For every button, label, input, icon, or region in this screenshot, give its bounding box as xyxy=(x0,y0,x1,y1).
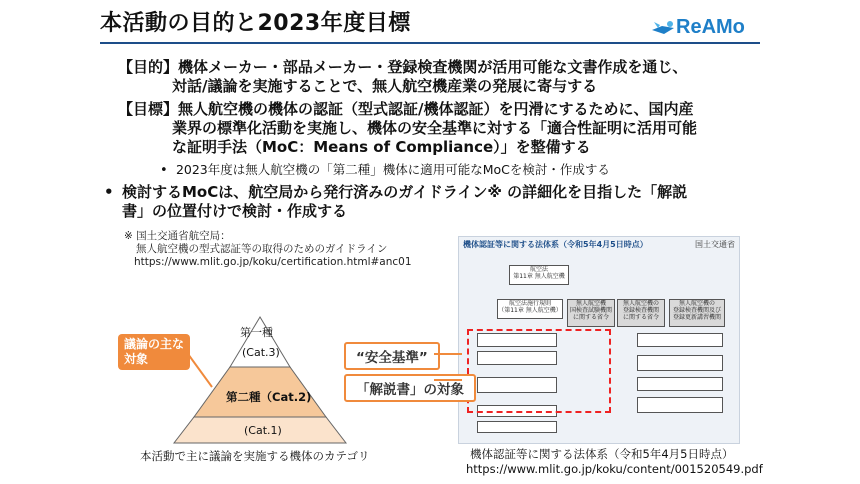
moc-line-2: 書」の位置付けで検討・作成する xyxy=(122,202,348,220)
moc-bullet-marker: • xyxy=(104,183,114,201)
title-divider xyxy=(100,42,760,44)
diagram-org: 国土交通省 xyxy=(695,240,735,249)
reamo-logo xyxy=(650,14,760,44)
diagram-caption: 機体認証等に関する法体系（令和5年4月5日時点） xyxy=(470,447,734,461)
pyramid-tier1-cat: (Cat.3) xyxy=(242,346,280,359)
goal-line-2: 業界の標準化活動を実施し、機体の安全基準に対する「適合性証明に活用可能 xyxy=(172,119,698,137)
diagram-title: 機体認証等に関する法体系（令和5年4月5日時点） xyxy=(463,240,648,249)
diagram-box-g2: 無人航空機の 登録検査機関 に関する省令 xyxy=(617,299,665,327)
diagram-box-row-5 xyxy=(477,421,557,433)
pyramid-tier2-name: 第二種（Cat.2) xyxy=(226,390,312,404)
pyramid-caption: 本活動で主に議論を実施する機体のカテゴリ xyxy=(140,449,370,463)
note-url[interactable]: https://www.mlit.go.jp/koku/certification.html#anc01 xyxy=(134,256,412,268)
sub-bullet-marker: • xyxy=(160,163,176,178)
diagram-box-g3: 無人航空機の 登録検査機関及び 登録更新講習機関 xyxy=(669,299,725,327)
purpose-line-1: 【目的】機体メーカー・部品メーカー・登録検査機関が活用可能な文書作成を通じ、 xyxy=(118,58,688,76)
diagram-box-rule: 航空法施行規則 （第11章 無人航空機） xyxy=(497,299,563,319)
safety-standard-label: “安全基準” xyxy=(344,342,440,370)
diagram-box-right-2 xyxy=(637,355,723,371)
callout-line-1: 議論の主な xyxy=(124,337,185,351)
diagram-url[interactable]: https://www.mlit.go.jp/koku/content/001520549.pdf xyxy=(466,462,763,476)
diagram-box-right-3 xyxy=(637,377,723,391)
note-line-1: ※ 国土交通省航空局： xyxy=(124,230,231,242)
goal-line-3: な証明手法（MoC：Means of Compliance）」を整備する xyxy=(172,138,591,156)
discussion-target-callout xyxy=(118,334,190,370)
drone-icon xyxy=(650,16,678,42)
goal-sub-bullet-text: 2023年度は無人航空機の「第二種」機体に適用可能なMoCを検討・作成する xyxy=(175,162,610,177)
legal-framework-diagram xyxy=(458,236,740,444)
label-connector xyxy=(434,346,464,386)
logo-text: ReAMo xyxy=(676,16,745,38)
manual-target-label: 「解説書」の対象 xyxy=(344,374,476,402)
diagram-box-right-1 xyxy=(637,333,723,347)
callout-line-2: 対象 xyxy=(124,352,149,366)
goal-line-1: 【目標】無人航空機の機体の認証（型式認証/機体認証）を円滑にするために、国内産 xyxy=(118,100,694,118)
purpose-line-2: 対話/議論を実施することで、無人航空機産業の発展に寄与する xyxy=(172,77,598,95)
page-title: 本活動の目的と2023年度目標 xyxy=(100,11,411,36)
diagram-box-right-4 xyxy=(637,397,723,413)
diagram-box-law: 航空法 第11章 無人航空機 xyxy=(509,265,569,285)
diagram-box-g1: 無人航空機 国検査試験機関 に関する省令 xyxy=(567,299,615,327)
pyramid-tier1-name: 第一種 xyxy=(240,326,273,339)
diagram-highlight-dashed xyxy=(467,329,611,413)
note-line-2: 無人航空機の型式認証等の取得のためのガイドライン xyxy=(136,243,388,255)
moc-line-1: 検討するMoCは、航空局から発行済みのガイドライン※ の詳細化を目指した「解説 xyxy=(122,183,688,201)
pyramid-tier3-cat: (Cat.1) xyxy=(244,424,282,437)
goal-sub-bullet xyxy=(160,160,610,178)
